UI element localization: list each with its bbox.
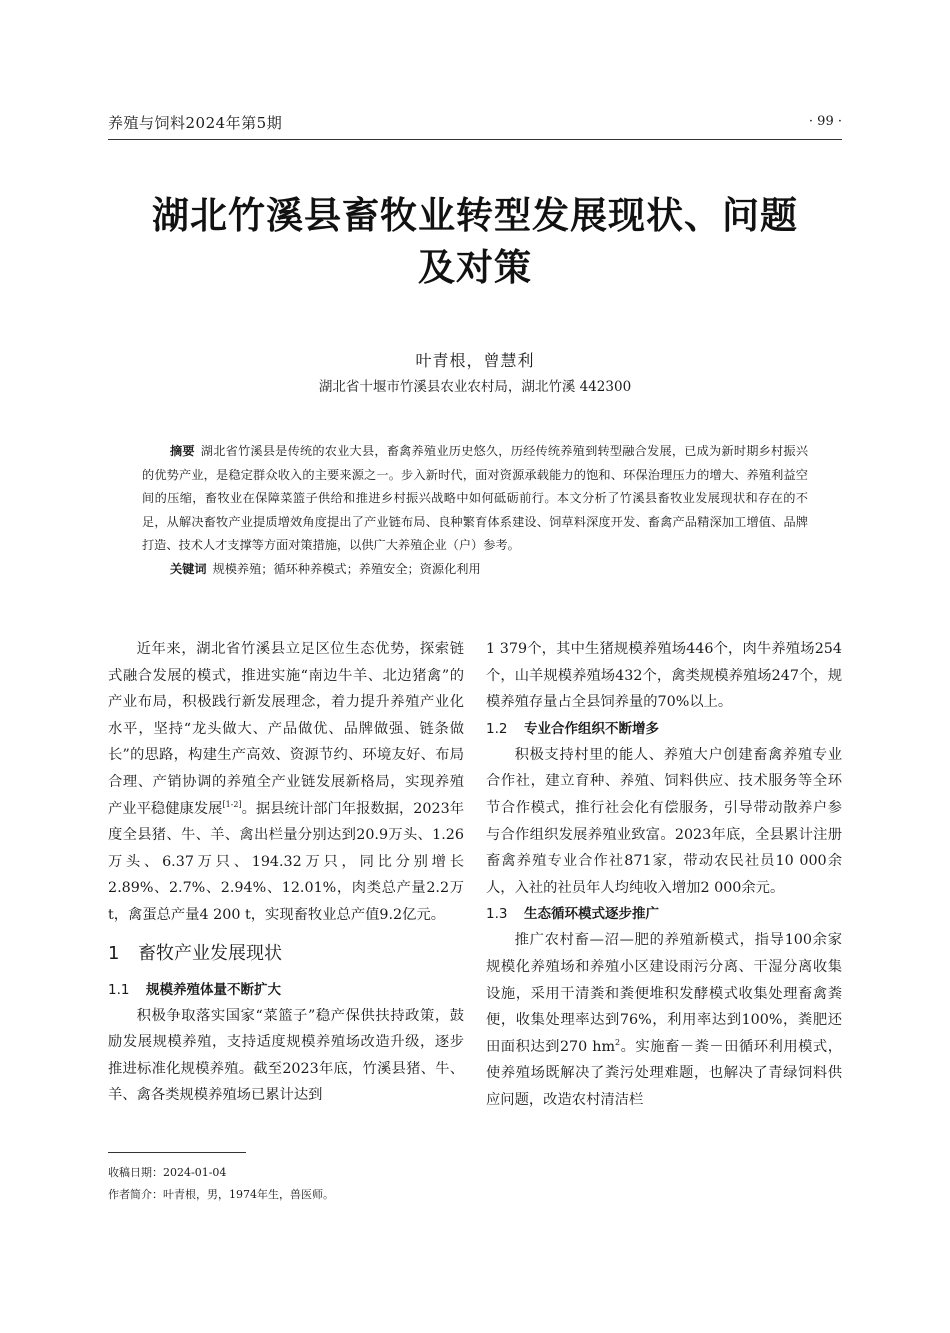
section-1-1-heading xyxy=(108,977,464,1003)
article-title xyxy=(60,190,890,294)
affiliation: 湖北省十堰市竹溪县农业农村局，湖北竹溪 442300 xyxy=(318,379,632,395)
keywords xyxy=(142,558,808,582)
footnote-divider xyxy=(108,1152,246,1153)
author-bio: 作者简介：叶青根，男，1974年生，兽医师。 xyxy=(108,1188,334,1201)
section-1-2-title: 专业合作组织不断增多 xyxy=(524,720,659,737)
title-line-2: 及对策 xyxy=(418,246,532,289)
section-1-2-number: 1.2 xyxy=(486,720,508,737)
left-column xyxy=(108,636,464,1109)
unit-superscript: 2 xyxy=(615,1037,621,1047)
section-1-1-title: 规模养殖体量不断扩大 xyxy=(146,981,281,998)
section-1-2-heading xyxy=(486,716,842,742)
citation: [1-2] xyxy=(222,799,242,809)
received-date: 收稿日期：2024-01-04 xyxy=(108,1166,227,1179)
abstract xyxy=(142,440,808,558)
section-1-heading xyxy=(108,939,464,969)
intro-text-b: 。据县统计部门年报数据，2023年度全县猪、牛、羊、禽出栏量分别达到20.9万头、1.26万头、6.37万只、194.32万只，同比分别增长2.89%、2.7%、2.94%、12.01%，肉类总产量2.2万t，禽蛋总产量4 200 t，实现畜牧业总产值9.2亿元。 xyxy=(108,800,464,923)
section-1-3-text-a: 推广农村畜—沼—肥的养殖新模式，指导100余家规模化养殖场和养殖小区建设雨污分离、干湿分离收集设施，采用干清粪和粪便堆积发酵模式收集处理畜禽粪便，收集处理率达到76%，利用率达到100%，粪肥还田面积达到270 hm xyxy=(486,932,842,1055)
intro-paragraph xyxy=(108,636,464,929)
page-number: · 99 · xyxy=(808,114,842,129)
section-1-3-text-b: 。实施畜－粪－田循环利用模式，使养殖场既解决了粪污处理难题，也解决了青绿饲料供应问题，改造农村清洁栏 xyxy=(486,1038,842,1108)
abstract-text: 湖北省竹溪县是传统的农业大县，畜禽养殖业历史悠久，历经传统养殖到转型融合发展，已成为新时期乡村振兴的优势产业，是稳定群众收入的主要来源之一。步入新时代，面对资源承载能力的饱和、环保治理压力的增大、养殖利益空间的压缩，畜牧业在保障菜篮子供给和推进乡村振兴战略中如何砥砺前行。本文分析了竹溪县畜牧业发展现状和存在的不足，从解决畜牧产业提质增效角度提出了产业链布局、良种繁育体系建设、饲草料深度开发、畜禽产品精深加工增值、品牌打造、技术人才支撑等方面对策措施，以供广大养殖企业（户）参考。 xyxy=(142,444,809,552)
section-1-3-text xyxy=(486,927,842,1113)
section-1-number: 1 xyxy=(108,942,120,964)
section-1-title: 畜牧产业发展现状 xyxy=(138,942,282,964)
section-1-1-text-right: 1 379个，其中生猪规模养殖场446个，肉牛养殖场254个，山羊规模养殖场432个，禽类规模养殖场247个，规模养殖存量占全县饲养量的70%以上。 xyxy=(486,641,842,711)
authors: 叶青根，曾慧利 xyxy=(415,351,535,370)
section-1-3-title: 生态循环模式逐步推广 xyxy=(524,906,659,923)
header-divider xyxy=(108,139,842,140)
section-1-1-text-left: 积极争取落实国家“菜篮子”稳产保供扶持政策，鼓励发展规模养殖，支持适度规模养殖场改造升级，逐步推进标准化规模养殖。截至2023年底，竹溪县猪、牛、羊、禽各类规模养殖场已累计达到 xyxy=(108,1007,464,1104)
section-1-1-number: 1.1 xyxy=(108,981,130,998)
section-1-3-number: 1.3 xyxy=(486,906,508,923)
right-column xyxy=(486,636,842,1114)
abstract-label: 摘要 xyxy=(170,444,195,458)
section-1-3-heading xyxy=(486,901,842,927)
journal-header: 养殖与饲料2024年第5期 xyxy=(108,114,283,132)
intro-text-a: 近年来，湖北省竹溪县立足区位生态优势，探索链式融合发展的模式，推进实施“南边牛羊、北边猪禽”的产业布局，积极践行新发展理念，着力提升养殖产业化水平，坚持“龙头做大、产品做优、品牌做强、链条做长”的思路，构建生产高效、资源节约、环境友好、布局合理、产销协调的养殖全产业链发展新格局，实现养殖产业平稳健康发展 xyxy=(108,641,464,817)
section-1-2-text: 积极支持村里的能人、养殖大户创建畜禽养殖专业合作社，建立育种、养殖、饲料供应、技术服务等全环节合作模式，推行社会化有偿服务，引导带动散养户参与合作组织发展养殖业致富。2023年底，全县累计注册畜禽养殖专业合作社871家，带动农民社员10 000余人，入社的社员年人均纯收入增加2 000余元。 xyxy=(486,746,842,896)
keywords-label: 关键词 xyxy=(170,562,207,576)
keywords-text: 规模养殖；循环种养模式；养殖安全；资源化利用 xyxy=(212,562,481,576)
title-line-1: 湖北竹溪县畜牧业转型发展现状、问题 xyxy=(152,194,798,237)
